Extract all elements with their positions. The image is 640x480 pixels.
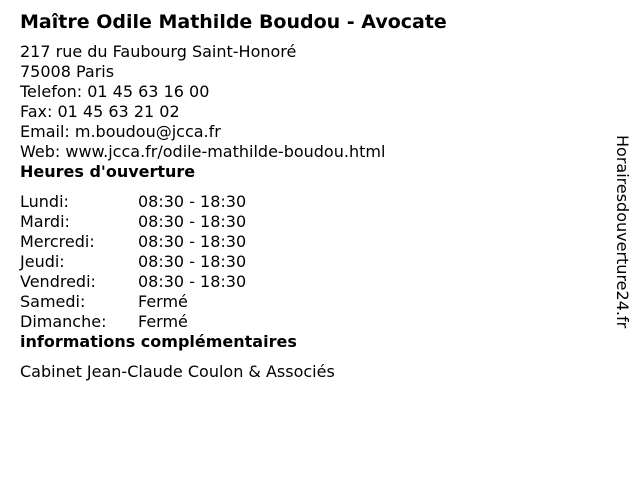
fax-number: Fax: 01 45 63 21 02 xyxy=(20,102,180,121)
site-watermark: Horairesdouverture24.fr xyxy=(613,135,632,329)
day-label: Mardi: xyxy=(20,212,70,231)
address-city: 75008 Paris xyxy=(20,62,115,81)
additional-info-heading: informations complémentaires xyxy=(20,332,297,351)
day-label: Jeudi: xyxy=(20,252,65,271)
contact-block xyxy=(20,42,590,162)
phone-number: Telefon: 01 45 63 16 00 xyxy=(20,82,210,101)
hours-row-thursday xyxy=(20,252,590,272)
opening-hours-table xyxy=(20,192,590,332)
main-content xyxy=(20,10,590,382)
hours-row-sunday xyxy=(20,312,590,332)
day-label: Vendredi: xyxy=(20,272,96,291)
email-address: Email: m.boudou@jcca.fr xyxy=(20,122,221,141)
day-hours: 08:30 - 18:30 xyxy=(138,192,247,211)
day-hours: 08:30 - 18:30 xyxy=(138,272,247,291)
day-hours: Fermé xyxy=(138,292,188,311)
day-hours: 08:30 - 18:30 xyxy=(138,212,247,231)
hours-row-wednesday xyxy=(20,232,590,252)
day-hours: 08:30 - 18:30 xyxy=(138,252,247,271)
day-label: Samedi: xyxy=(20,292,86,311)
opening-hours-heading: Heures d'ouverture xyxy=(20,162,196,181)
website: Web: www.jcca.fr/odile-mathilde-boudou.html xyxy=(20,142,386,161)
day-label: Mercredi: xyxy=(20,232,95,251)
hours-row-saturday xyxy=(20,292,590,312)
day-hours: Fermé xyxy=(138,312,188,331)
day-label: Lundi: xyxy=(20,192,69,211)
page-title: Maître Odile Mathilde Boudou - Avocate xyxy=(20,11,447,33)
hours-row-friday xyxy=(20,272,590,292)
address-street: 217 rue du Faubourg Saint-Honoré xyxy=(20,42,297,61)
hours-row-tuesday xyxy=(20,212,590,232)
day-hours: 08:30 - 18:30 xyxy=(138,232,247,251)
hours-row-monday xyxy=(20,192,590,212)
day-label: Dimanche: xyxy=(20,312,107,331)
additional-info-text: Cabinet Jean-Claude Coulon & Associés xyxy=(20,362,335,381)
